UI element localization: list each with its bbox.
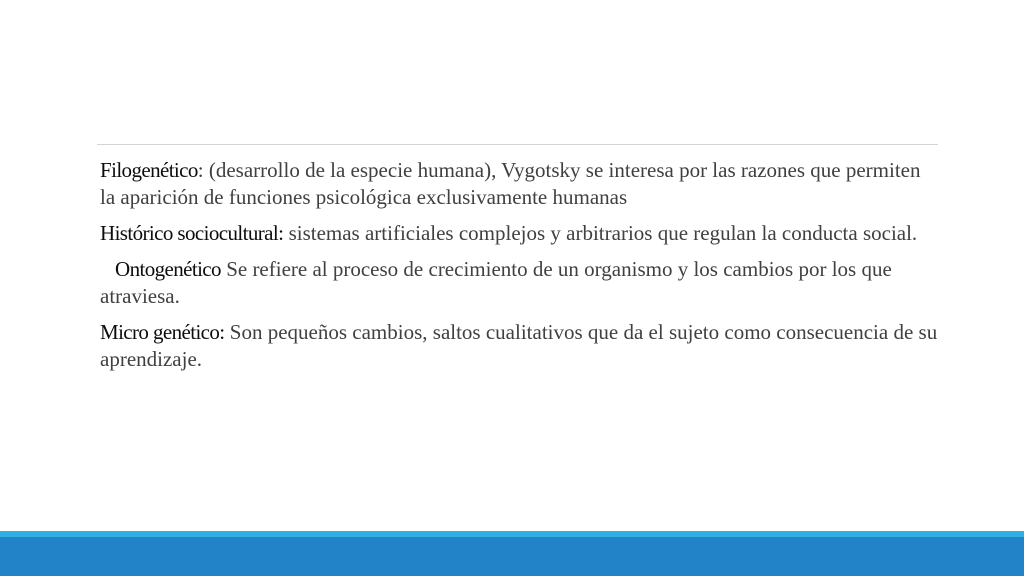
term-micro-genetico: Micro genético: [100, 320, 225, 344]
paragraph-historico-sociocultural [100, 220, 940, 247]
term-historico-sociocultural: Histórico sociocultural: [100, 221, 284, 245]
paragraph-ontogenetico [100, 256, 940, 310]
term-filogenetico: Filogenético [100, 158, 198, 182]
footer-bar [0, 537, 1024, 576]
definition-filogenetico: : (desarrollo de la especie humana), Vygotsky se interesa por las razones que permiten la aparición de funciones psicológica exclusivamente humanas [100, 158, 921, 209]
title-divider-line [97, 144, 938, 145]
paragraph-filogenetico [100, 157, 940, 211]
definition-historico-sociocultural: sistemas artificiales complejos y arbitrarios que regulan la conducta social. [283, 221, 918, 245]
definition-ontogenetico: Se refiere al proceso de crecimiento de un organismo y los cambios por los que atraviesa. [100, 257, 892, 308]
definition-micro-genetico: Son pequeños cambios, saltos cualitativos que da el sujeto como consecuencia de su aprendizaje. [100, 320, 938, 371]
slide-body [100, 157, 940, 382]
term-ontogenetico: Ontogenético [115, 257, 221, 281]
paragraph-micro-genetico [100, 319, 940, 373]
